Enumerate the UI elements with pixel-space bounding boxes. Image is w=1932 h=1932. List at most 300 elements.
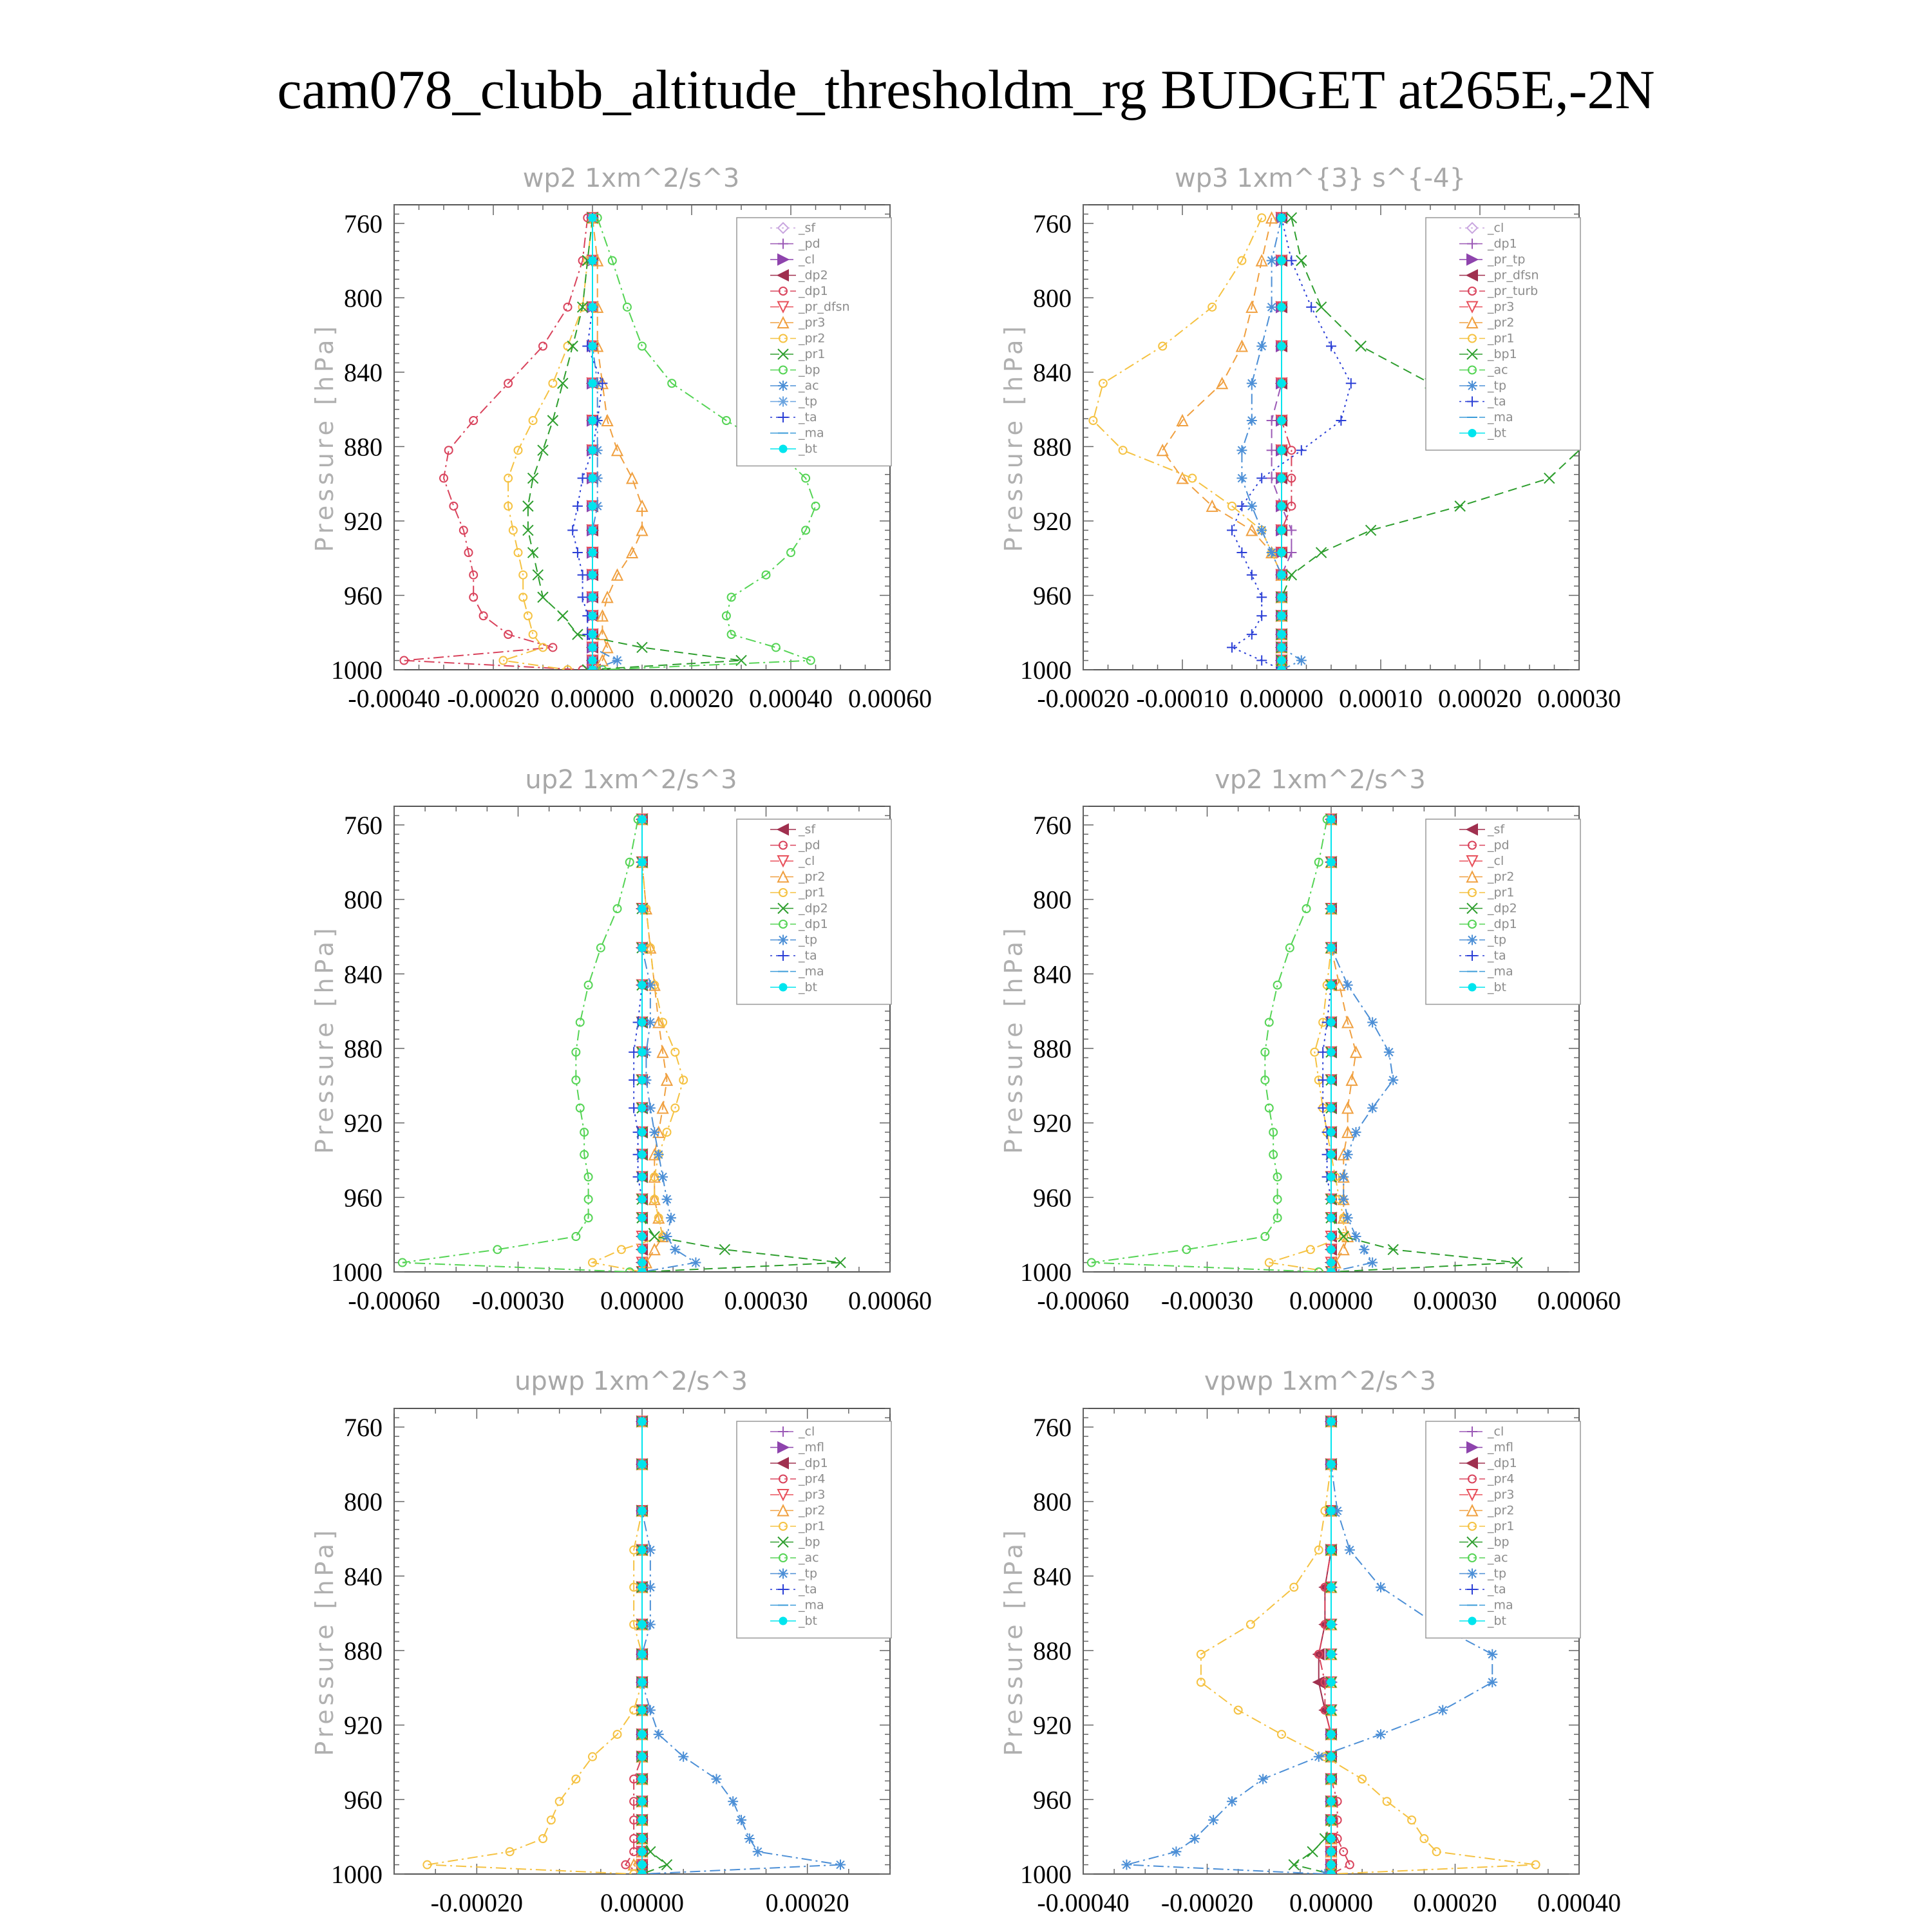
y-tick-label: 920 [1033, 506, 1072, 536]
data-point [638, 1753, 646, 1761]
data-point [1278, 657, 1285, 665]
data-point [662, 1194, 672, 1204]
x-tick-label: -0.00010 [1136, 684, 1229, 713]
y-axis-label: Pressure [hPa] [310, 322, 339, 553]
legend-label: _cl [1488, 854, 1504, 868]
data-point [549, 379, 556, 387]
y-tick-label: 880 [344, 432, 383, 462]
data-point [638, 1861, 646, 1869]
data-point [1376, 1582, 1386, 1593]
series-tp [637, 814, 701, 1277]
data-point [1384, 1047, 1394, 1057]
data-point [1236, 547, 1247, 558]
legend-marker [1468, 983, 1476, 991]
data-point [638, 1546, 646, 1554]
series-pr_turb [1278, 214, 1295, 674]
legend-marker [1468, 430, 1476, 437]
x-tick-label: -0.00040 [348, 684, 440, 713]
legend-label: _dp2 [799, 901, 828, 916]
panel-4 [999, 765, 1621, 1315]
data-point [567, 525, 578, 535]
data-point [1327, 1417, 1335, 1425]
legend-label: _dp1 [1488, 1456, 1517, 1470]
legend-label: _bt [1488, 426, 1507, 440]
data-point [1247, 378, 1257, 388]
data-point [1278, 593, 1285, 601]
data-point [1306, 302, 1316, 312]
data-point [1278, 630, 1285, 638]
data-point [578, 473, 588, 484]
y-tick-label: 800 [1033, 283, 1072, 313]
y-tick-label: 960 [344, 581, 383, 611]
y-tick-label: 800 [344, 885, 383, 914]
legend [737, 819, 891, 1005]
data-point [1278, 379, 1285, 387]
legend-label: _pr1 [1488, 886, 1515, 900]
data-point [1356, 341, 1366, 351]
data-point [1171, 1846, 1181, 1857]
series-pr1 [1089, 214, 1285, 674]
y-tick-label: 880 [1033, 432, 1072, 462]
data-point [1256, 341, 1267, 351]
figure-title: cam078_clubb_altitude_thresholdm_rg BUDGET at265E,-2N [277, 59, 1655, 120]
legend-label: _pr1 [799, 347, 826, 361]
panel-title: wp2 1xm^2/s^3 [522, 164, 740, 193]
data-point [1278, 257, 1285, 265]
x-tick-label: 0.00000 [1240, 684, 1323, 713]
legend-label: _dp1 [1488, 917, 1517, 931]
legend-marker [1467, 1569, 1477, 1579]
data-point [1327, 1707, 1335, 1714]
data-point [638, 1233, 646, 1240]
series-line [427, 1421, 642, 1874]
x-tick-label: 0.00000 [1289, 1888, 1373, 1917]
data-point [1267, 256, 1277, 266]
series-pr1 [589, 815, 687, 1276]
data-point [538, 592, 548, 602]
data-point [1544, 473, 1555, 484]
data-point [585, 981, 592, 989]
legend-label: _pr_turb [1488, 284, 1539, 298]
legend-label: _ta [799, 1582, 817, 1596]
legend-label: _ma [799, 964, 824, 979]
x-tick-label: 0.00060 [848, 1286, 932, 1315]
x-tick-label: 0.00020 [650, 684, 734, 713]
legend-label: _pr2 [1488, 869, 1515, 884]
data-point [589, 475, 596, 482]
data-point [1316, 547, 1327, 558]
data-point [1189, 1833, 1200, 1844]
data-point [589, 342, 596, 350]
data-point [614, 905, 621, 913]
legend-marker [779, 445, 787, 453]
y-axis-label: Pressure [hPa] [999, 322, 1028, 553]
data-point [589, 214, 596, 222]
series-ta [567, 213, 607, 675]
legend-label: _pr3 [799, 1488, 826, 1502]
data-point [1327, 944, 1335, 952]
data-point [1307, 1846, 1318, 1857]
data-point [524, 612, 532, 620]
data-point [1338, 1172, 1349, 1182]
y-tick-label: 920 [1033, 1710, 1072, 1740]
data-point [654, 1150, 664, 1160]
data-point [1316, 302, 1327, 312]
data-point [589, 612, 596, 620]
data-point [1236, 501, 1247, 511]
data-point [1289, 1860, 1299, 1870]
data-point [589, 666, 596, 674]
data-point [1366, 525, 1376, 535]
y-tick-label: 840 [1033, 1562, 1072, 1591]
legend-label: _dp1 [799, 1456, 828, 1470]
x-tick-label: -0.00030 [471, 1286, 565, 1315]
data-point [1338, 1194, 1349, 1204]
legend-marker [778, 381, 788, 391]
legend-label: _ma [799, 1598, 824, 1613]
y-tick-label: 880 [344, 1034, 383, 1063]
legend-label: _cl [799, 252, 815, 267]
x-tick-label: -0.00060 [348, 1286, 440, 1315]
data-point [1327, 1753, 1335, 1761]
data-point [638, 1835, 646, 1842]
data-point [678, 1752, 688, 1762]
data-point [1327, 1076, 1335, 1084]
data-point [1327, 1678, 1335, 1686]
data-point [1487, 1677, 1497, 1687]
data-point [1487, 1649, 1497, 1660]
x-tick-label: 0.00060 [848, 684, 932, 713]
data-point [539, 643, 547, 651]
panel-1 [310, 164, 932, 713]
y-tick-label: 760 [344, 1412, 383, 1442]
data-point [1327, 1173, 1335, 1181]
data-point [638, 1870, 646, 1878]
data-point [1247, 501, 1257, 511]
data-point [589, 643, 596, 651]
data-point [638, 815, 646, 823]
data-point [638, 1214, 646, 1222]
data-point [1327, 981, 1335, 989]
x-tick-label: -0.00060 [1037, 1286, 1130, 1315]
legend-label: _pr2 [799, 869, 826, 884]
data-point [589, 379, 596, 387]
legend-label: _ma [1488, 1598, 1513, 1613]
series-line [1162, 218, 1282, 670]
y-tick-label: 920 [344, 1710, 383, 1740]
data-point [589, 417, 596, 424]
legend-label: _tp [799, 933, 818, 947]
data-point [618, 1245, 625, 1253]
data-point [1351, 1127, 1361, 1137]
panel-title: vpwp 1xm^2/s^3 [1204, 1367, 1437, 1396]
data-point [638, 1848, 646, 1855]
panel-2 [999, 164, 1621, 713]
data-point [533, 570, 543, 580]
legend-label: _tp [799, 394, 818, 409]
legend-marker [778, 1569, 788, 1579]
data-point [1336, 415, 1346, 426]
data-point [638, 1173, 646, 1181]
data-point [602, 592, 612, 602]
data-point [1346, 378, 1356, 388]
legend-label: _cl [1488, 221, 1504, 235]
x-tick-label: -0.00020 [1160, 1888, 1254, 1917]
data-point [658, 1172, 668, 1182]
data-point [589, 571, 596, 579]
data-point [1296, 656, 1307, 666]
data-point [638, 1018, 646, 1026]
data-point [589, 593, 596, 601]
legend-label: _pr4 [1488, 1472, 1515, 1486]
data-point [712, 1774, 722, 1785]
data-point [1296, 445, 1307, 455]
data-point [1327, 1620, 1335, 1628]
x-tick-label: 0.00030 [1413, 1286, 1497, 1315]
data-point [1188, 475, 1196, 482]
y-tick-label: 760 [1033, 209, 1072, 238]
data-point [638, 1584, 646, 1591]
data-point [567, 341, 578, 351]
x-tick-label: -0.00020 [1037, 684, 1130, 713]
data-point [654, 1729, 664, 1739]
legend-label: _bt [1488, 980, 1507, 994]
data-point [1343, 980, 1353, 990]
legend-label: _bt [799, 980, 818, 994]
data-point [638, 342, 646, 350]
data-point [1327, 1151, 1335, 1159]
data-point [1278, 666, 1285, 674]
data-point [638, 1245, 646, 1253]
data-point [528, 547, 538, 558]
series-bt [1278, 214, 1285, 674]
legend [1426, 819, 1580, 1005]
data-point [1437, 1705, 1448, 1716]
data-point [589, 502, 596, 510]
legend-label: _ta [1488, 949, 1506, 963]
data-point [547, 1816, 555, 1824]
data-point [638, 1507, 646, 1515]
y-tick-label: 840 [1033, 960, 1072, 989]
data-point [638, 981, 646, 989]
legend-label: _pr1 [1488, 331, 1515, 346]
data-point [1256, 592, 1267, 602]
legend-label: _pr4 [799, 1472, 826, 1486]
x-tick-label: -0.00040 [1037, 1888, 1130, 1917]
data-point [638, 1195, 646, 1203]
data-point [1327, 1018, 1335, 1026]
data-point [450, 502, 457, 510]
legend-label: _bt [799, 1614, 818, 1628]
legend-label: _mfl [799, 1440, 824, 1455]
data-point [638, 1151, 646, 1159]
panel-title: up2 1xm^2/s^3 [525, 765, 737, 795]
series-dp1 [399, 815, 642, 1276]
x-tick-label: -0.00030 [1160, 1286, 1254, 1315]
data-point [564, 303, 572, 311]
legend-label: _pr3 [1488, 299, 1515, 314]
data-point [638, 1268, 646, 1276]
data-point [529, 630, 537, 638]
data-point [787, 549, 795, 556]
legend-label: _pr2 [1488, 1503, 1515, 1518]
data-point [1367, 1258, 1378, 1268]
x-tick-label: 0.00020 [1413, 1888, 1497, 1917]
series-line [1232, 218, 1351, 670]
series-ta [1227, 213, 1356, 675]
panel-6 [999, 1367, 1621, 1917]
data-point [1351, 1231, 1361, 1242]
data-point [638, 1259, 646, 1267]
series-bt [1327, 815, 1335, 1276]
panels [310, 164, 1621, 1917]
x-tick-label: -0.00020 [447, 684, 540, 713]
data-point [1327, 1268, 1335, 1276]
data-point [1327, 1848, 1335, 1855]
data-point [638, 1076, 646, 1084]
data-point [1327, 905, 1335, 913]
data-point [736, 1815, 746, 1825]
y-tick-label: 920 [1033, 1108, 1072, 1138]
data-point [1327, 1546, 1335, 1554]
data-point [1227, 1796, 1237, 1806]
legend-label: _dp1 [1488, 236, 1517, 251]
x-tick-label: 0.00020 [1438, 684, 1522, 713]
data-point [558, 378, 568, 388]
data-point [1327, 1214, 1335, 1222]
data-point [1278, 612, 1285, 620]
data-point [1121, 1860, 1132, 1870]
panel-title: upwp 1xm^2/s^3 [515, 1367, 748, 1396]
panel-3 [310, 765, 932, 1315]
data-point [638, 1128, 646, 1136]
data-point [1236, 445, 1247, 455]
x-tick-label: 0.00030 [1537, 684, 1621, 713]
legend-label: _ma [799, 426, 824, 440]
series-ta [1318, 814, 1336, 1277]
data-point [649, 1244, 659, 1255]
data-point [1327, 1245, 1335, 1253]
data-point [638, 1417, 646, 1425]
legend-label: _pd [799, 838, 820, 853]
data-point [589, 526, 596, 534]
data-point [1274, 981, 1282, 989]
legend-label: _bp [799, 1535, 820, 1549]
data-point [1278, 1730, 1285, 1738]
data-point [1307, 1245, 1314, 1253]
y-tick-label: 880 [1033, 1636, 1072, 1665]
data-point [1278, 502, 1285, 510]
data-point [638, 1048, 646, 1056]
legend-marker [1468, 1617, 1476, 1625]
legend-label: _ta [1488, 1582, 1506, 1596]
legend [737, 1421, 891, 1638]
legend-label: _pr3 [1488, 1488, 1515, 1502]
data-point [1327, 1651, 1335, 1658]
data-point [1327, 1730, 1335, 1738]
series-line [1092, 819, 1327, 1272]
data-point [835, 1860, 846, 1870]
data-point [638, 1776, 646, 1783]
data-point [690, 1258, 701, 1268]
data-point [1327, 1195, 1335, 1203]
legend-label: _pr2 [799, 331, 826, 346]
y-tick-label: 760 [344, 209, 383, 238]
y-tick-label: 1000 [331, 1258, 383, 1287]
legend-label: _cl [799, 1425, 815, 1439]
legend-label: _dp2 [1488, 901, 1517, 916]
x-tick-label: 0.00000 [551, 684, 634, 713]
data-point [589, 630, 596, 638]
data-point [1327, 1816, 1335, 1824]
data-point [638, 905, 646, 913]
data-point [627, 473, 638, 484]
legend-label: _bt [799, 442, 818, 456]
panel-5 [310, 1367, 891, 1917]
data-point [1296, 256, 1307, 266]
data-point [612, 656, 623, 666]
data-point [578, 570, 588, 580]
legend-label: _bp1 [1488, 347, 1517, 361]
y-tick-label: 800 [344, 283, 383, 313]
data-point [670, 1244, 680, 1255]
legend-label: _pr1 [799, 886, 826, 900]
data-point [812, 502, 820, 510]
legend-label: _ta [1488, 394, 1506, 409]
x-tick-label: 0.00040 [1537, 1888, 1621, 1917]
y-tick-label: 960 [344, 1183, 383, 1213]
data-point [1383, 1797, 1391, 1805]
data-point [1278, 475, 1285, 482]
series-line [1093, 218, 1282, 670]
x-tick-label: 0.00040 [749, 684, 833, 713]
series-pr1 [423, 1417, 646, 1878]
series-bp [1289, 1416, 1336, 1879]
data-point [1326, 341, 1336, 351]
legend-marker [779, 983, 787, 991]
data-point [1278, 342, 1285, 350]
y-tick-label: 1000 [331, 1860, 383, 1889]
data-point [638, 944, 646, 952]
y-tick-label: 960 [344, 1785, 383, 1815]
series-pr1 [1265, 815, 1348, 1276]
legend-label: _pr1 [1488, 1519, 1515, 1533]
x-tick-label: 0.00000 [600, 1888, 684, 1917]
data-point [1420, 1835, 1428, 1842]
data-point [1236, 473, 1247, 484]
data-point [1327, 858, 1335, 866]
y-tick-label: 840 [1033, 357, 1072, 387]
data-point [1327, 1584, 1335, 1591]
data-point [538, 445, 548, 455]
y-tick-label: 1000 [1020, 656, 1072, 685]
data-point [728, 1796, 738, 1806]
data-point [649, 1127, 659, 1137]
series-dp2 [587, 213, 600, 675]
x-tick-label: -0.00020 [430, 1888, 523, 1917]
data-point [1351, 1047, 1361, 1057]
y-tick-label: 800 [1033, 1487, 1072, 1517]
legend-label: _ma [1488, 964, 1513, 979]
data-point [1278, 643, 1285, 651]
legend-label: _bp [799, 363, 820, 377]
legend-label: _tp [1488, 1566, 1507, 1581]
legend-label: _sf [1488, 822, 1505, 837]
data-point [573, 629, 583, 639]
data-point [1327, 1507, 1335, 1515]
data-point [1376, 1729, 1386, 1739]
data-point [1327, 1776, 1335, 1783]
